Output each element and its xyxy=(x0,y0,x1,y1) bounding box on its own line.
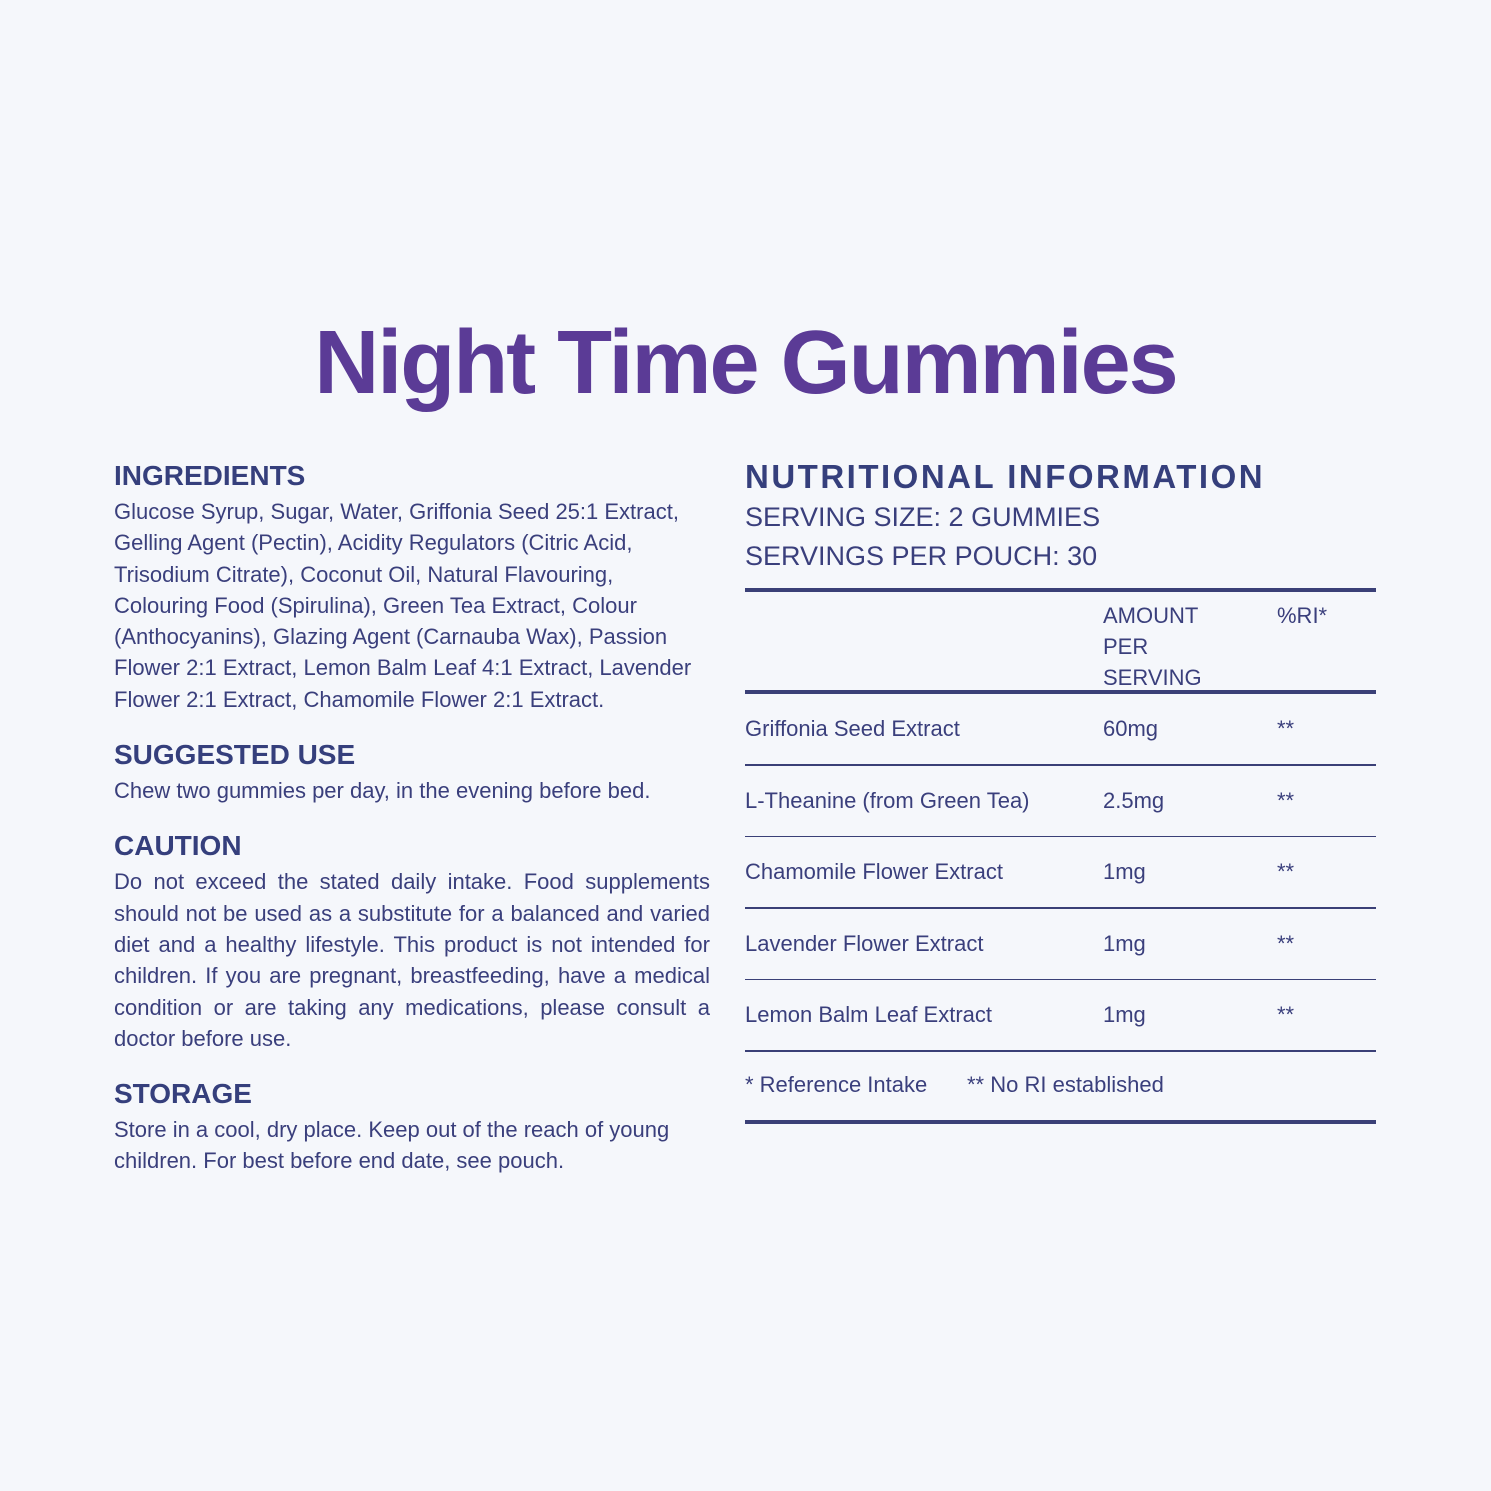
ingredients-section xyxy=(114,458,710,715)
ri-column-header: %RI* xyxy=(1277,603,1328,628)
suggested-use-section xyxy=(114,737,710,806)
caution-text: Do not exceed the stated daily intake. Food supplements should not be used as a substitute for a balanced and varied diet and a healthy lifestyle. This product is not intended for children. If you are pregnant, breastfeeding, have a medical condition or are taking any medications, please consult a doctor before use. xyxy=(114,869,710,1051)
servings-per-pouch: SERVINGS PER POUCH: 30 xyxy=(745,541,1098,571)
nutrient-amount: 1mg xyxy=(1103,1002,1146,1027)
nutrient-amount: 1mg xyxy=(1103,859,1146,884)
nutrient-ri: ** xyxy=(1277,1002,1295,1027)
table-bottom-rule xyxy=(745,1120,1376,1124)
nutrient-ri: ** xyxy=(1277,787,1295,813)
nutrient-name: L-Theanine (from Green Tea) xyxy=(745,787,1030,813)
nutrient-ri: ** xyxy=(1277,859,1295,884)
nutrient-name: Lemon Balm Leaf Extract xyxy=(745,1002,993,1027)
ingredients-heading: INGREDIENTS xyxy=(114,460,306,491)
storage-section xyxy=(114,1076,710,1177)
reference-intake-footnote: * Reference Intake xyxy=(745,1071,928,1097)
nutrient-amount: 1mg xyxy=(1103,930,1146,956)
suggested-use-text: Chew two gummies per day, in the evening before bed. xyxy=(114,778,651,804)
nutrient-amount: 2.5mg xyxy=(1103,787,1165,813)
table-row xyxy=(745,694,1376,764)
nutrient-ri: ** xyxy=(1277,930,1295,956)
page-title: Night Time Gummies xyxy=(314,313,1177,413)
label-details-column xyxy=(114,458,710,1199)
amount-column-header: AMOUNT PER SERVING xyxy=(1103,603,1202,690)
table-row xyxy=(745,909,1376,979)
nutrient-name: Lavender Flower Extract xyxy=(745,930,984,956)
ingredients-text: Glucose Syrup, Sugar, Water, Griffonia Seed 25:1 Extract, Gelling Agent (Pectin), Acidity Regulators (Citric Acid, Trisodium Citrate), Coconut Oil, Natural Flavouring, Colouring Food (Spirulina), Green Tea Extract, Colour (Anthocyanins), Glazing Agent (Carnauba Wax), Passion Flower 2:1 Extract, Lemon Balm Leaf 4:1 Extract, Lavender Flower 2:1 Extract, Chamomile Flower 2:1 Extract. xyxy=(114,499,692,712)
table-row xyxy=(745,837,1376,907)
suggested-use-heading: SUGGESTED USE xyxy=(114,739,356,771)
nutrition-panel xyxy=(745,456,1376,1124)
nutrient-ri: ** xyxy=(1277,716,1295,741)
caution-section xyxy=(114,828,710,1054)
nutrient-name: Chamomile Flower Extract xyxy=(745,859,1003,884)
nutrient-amount: 60mg xyxy=(1103,716,1159,741)
nutrient-name: Griffonia Seed Extract xyxy=(745,716,960,741)
storage-heading: STORAGE xyxy=(114,1078,252,1110)
nutrition-heading: NUTRITIONAL INFORMATION xyxy=(745,458,1266,495)
table-header xyxy=(745,592,1376,690)
table-footnotes xyxy=(745,1052,1376,1120)
table-row xyxy=(745,766,1376,836)
no-ri-footnote: ** No RI established xyxy=(967,1071,1164,1097)
serving-size: SERVING SIZE: 2 GUMMIES xyxy=(745,502,1101,532)
storage-text: Store in a cool, dry place. Keep out of the reach of young children. For best before end date, see pouch. xyxy=(114,1117,670,1174)
table-row xyxy=(745,980,1376,1050)
caution-heading: CAUTION xyxy=(114,830,242,862)
